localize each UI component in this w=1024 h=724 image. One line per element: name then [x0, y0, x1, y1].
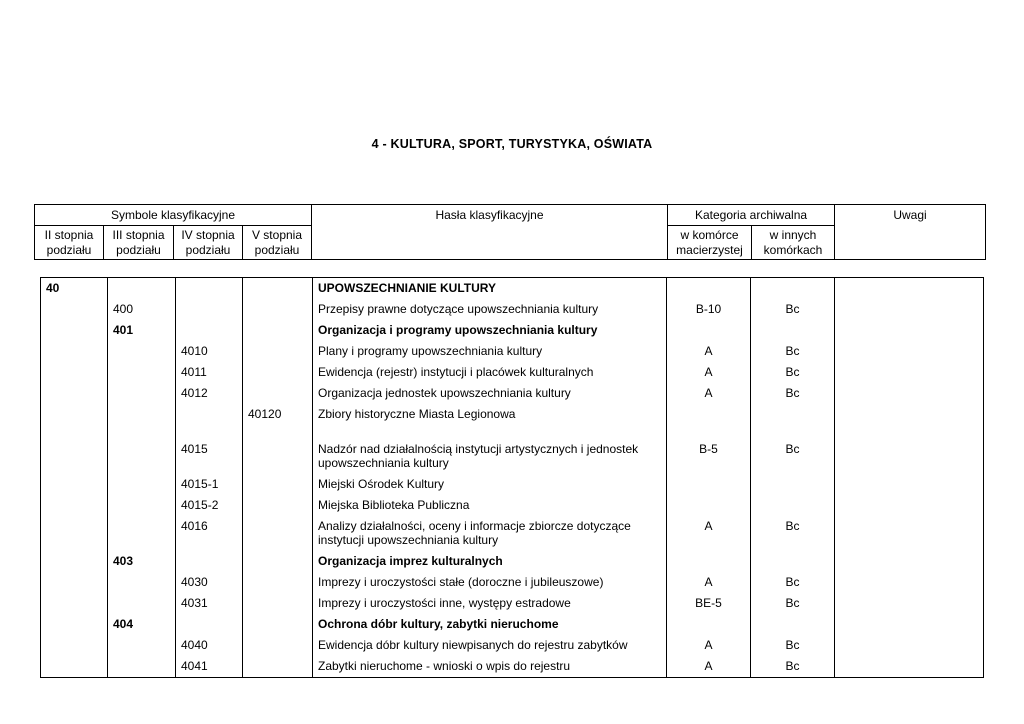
table-row — [41, 278, 984, 300]
level3-cell — [108, 362, 176, 383]
entry-cell: Organizacja jednostek upowszechniania kultury — [313, 383, 667, 404]
notes-cell — [835, 278, 984, 300]
level4-cell: 4041 — [176, 656, 243, 678]
notes-cell — [835, 362, 984, 383]
category-other-cell: Bc — [751, 439, 835, 474]
table-row — [41, 551, 984, 572]
entry-cell: Organizacja imprez kulturalnych — [313, 551, 667, 572]
category-home-cell: A — [667, 572, 751, 593]
category-other-cell: Bc — [751, 656, 835, 678]
category-other-cell — [751, 551, 835, 572]
category-header: Kategoria archiwalna — [668, 205, 835, 226]
notes-cell — [835, 516, 984, 551]
entry-cell: Analizy działalności, oceny i informacje zbiorcze dotyczące instytucji upowszechniania kultury — [313, 516, 667, 551]
level3-cell — [108, 572, 176, 593]
entry-cell: Organizacja i programy upowszechniania kultury — [313, 320, 667, 341]
table-row — [41, 439, 984, 474]
level2-cell — [41, 614, 108, 635]
category-home-cell — [667, 614, 751, 635]
level5-cell — [243, 299, 313, 320]
entry-cell: Imprezy i uroczystości inne, występy estradowe — [313, 593, 667, 614]
level4-cell: 4015 — [176, 439, 243, 474]
level5-cell — [243, 439, 313, 474]
entry-cell: Zbiory historyczne Miasta Legionowa — [313, 404, 667, 439]
level4-cell: 4012 — [176, 383, 243, 404]
category-home-cell — [667, 404, 751, 439]
notes-cell — [835, 383, 984, 404]
notes-cell — [835, 593, 984, 614]
level5-cell — [243, 551, 313, 572]
table-row — [41, 516, 984, 551]
level2-cell — [41, 474, 108, 495]
home-cell-header: w komórce macierzystej — [668, 226, 752, 260]
level4-cell — [176, 320, 243, 341]
table-row — [41, 495, 984, 516]
entry-cell: Przepisy prawne dotyczące upowszechniania kultury — [313, 299, 667, 320]
level5-cell — [243, 656, 313, 678]
level2-header: II stopnia podziału — [35, 226, 104, 260]
level3-cell — [108, 516, 176, 551]
category-other-cell — [751, 404, 835, 439]
level3-cell — [108, 656, 176, 678]
entry-cell: Imprezy i uroczystości stałe (doroczne i jubileuszowe) — [313, 572, 667, 593]
level3-cell — [108, 404, 176, 439]
column-header-table — [34, 204, 986, 260]
category-other-cell: Bc — [751, 572, 835, 593]
table-row — [41, 572, 984, 593]
level3-cell — [108, 383, 176, 404]
level4-cell: 4011 — [176, 362, 243, 383]
entry-cell: Miejska Biblioteka Publiczna — [313, 495, 667, 516]
classification-table — [40, 277, 984, 678]
level5-cell — [243, 320, 313, 341]
level4-cell: 4015-2 — [176, 495, 243, 516]
level5-cell — [243, 474, 313, 495]
notes-header: Uwagi — [835, 205, 986, 260]
category-home-cell: A — [667, 516, 751, 551]
level4-cell: 4031 — [176, 593, 243, 614]
level3-cell — [108, 341, 176, 362]
entries-header: Hasła klasyfikacyjne — [312, 205, 668, 260]
entry-cell: Nadzór nad działalnością instytucji artystycznych i jednostek upowszechniania kultury — [313, 439, 667, 474]
category-home-cell: A — [667, 341, 751, 362]
entry-cell: Ewidencja dóbr kultury niewpisanych do rejestru zabytków — [313, 635, 667, 656]
level5-header: V stopnia podziału — [243, 226, 312, 260]
notes-cell — [835, 614, 984, 635]
level5-cell — [243, 635, 313, 656]
level3-cell — [108, 474, 176, 495]
level5-cell — [243, 614, 313, 635]
notes-cell — [835, 635, 984, 656]
notes-cell — [835, 404, 984, 439]
notes-cell — [835, 551, 984, 572]
notes-cell — [835, 474, 984, 495]
level2-cell — [41, 404, 108, 439]
entry-cell: Miejski Ośrodek Kultury — [313, 474, 667, 495]
level2-cell — [41, 572, 108, 593]
table-row — [41, 362, 984, 383]
entry-cell: UPOWSZECHNIANIE KULTURY — [313, 278, 667, 300]
level2-cell — [41, 320, 108, 341]
level2-cell — [41, 495, 108, 516]
notes-cell — [835, 495, 984, 516]
category-home-cell: A — [667, 635, 751, 656]
notes-cell — [835, 320, 984, 341]
notes-cell — [835, 572, 984, 593]
level3-cell: 400 — [108, 299, 176, 320]
category-other-cell: Bc — [751, 593, 835, 614]
symbols-header: Symbole klasyfikacyjne — [35, 205, 312, 226]
entry-cell: Ewidencja (rejestr) instytucji i placówek kulturalnych — [313, 362, 667, 383]
level3-cell: 403 — [108, 551, 176, 572]
level4-header: IV stopnia podziału — [174, 226, 243, 260]
level5-cell — [243, 572, 313, 593]
level2-cell — [41, 362, 108, 383]
category-home-cell: A — [667, 383, 751, 404]
category-home-cell — [667, 278, 751, 300]
category-other-cell: Bc — [751, 635, 835, 656]
table-row — [41, 656, 984, 678]
level3-cell — [108, 635, 176, 656]
category-home-cell — [667, 320, 751, 341]
level2-cell: 40 — [41, 278, 108, 300]
level3-cell — [108, 495, 176, 516]
level2-cell — [41, 383, 108, 404]
category-home-cell: B-10 — [667, 299, 751, 320]
category-other-cell: Bc — [751, 341, 835, 362]
entry-cell: Plany i programy upowszechniania kultury — [313, 341, 667, 362]
level2-cell — [41, 635, 108, 656]
notes-cell — [835, 299, 984, 320]
level2-cell — [41, 551, 108, 572]
category-other-cell — [751, 320, 835, 341]
category-home-cell — [667, 551, 751, 572]
table-row — [41, 474, 984, 495]
category-other-cell — [751, 474, 835, 495]
level4-cell — [176, 614, 243, 635]
level3-header: III stopnia podziału — [104, 226, 174, 260]
category-other-cell: Bc — [751, 299, 835, 320]
level2-cell — [41, 656, 108, 678]
category-other-cell — [751, 278, 835, 300]
category-home-cell — [667, 474, 751, 495]
table-row — [41, 299, 984, 320]
level2-cell — [41, 516, 108, 551]
level5-cell — [243, 516, 313, 551]
level4-cell — [176, 299, 243, 320]
level4-cell: 4040 — [176, 635, 243, 656]
category-other-cell: Bc — [751, 516, 835, 551]
level3-cell — [108, 278, 176, 300]
level2-cell — [41, 341, 108, 362]
table-row — [41, 635, 984, 656]
level5-cell — [243, 341, 313, 362]
level4-cell — [176, 278, 243, 300]
table-row — [41, 614, 984, 635]
level5-cell — [243, 593, 313, 614]
level3-cell: 401 — [108, 320, 176, 341]
level5-cell — [243, 278, 313, 300]
level2-cell — [41, 593, 108, 614]
level4-cell: 4015-1 — [176, 474, 243, 495]
level3-cell: 404 — [108, 614, 176, 635]
level2-cell — [41, 299, 108, 320]
level2-cell — [41, 439, 108, 474]
category-home-cell — [667, 495, 751, 516]
level5-cell: 40120 — [243, 404, 313, 439]
level4-cell: 4016 — [176, 516, 243, 551]
level4-cell: 4030 — [176, 572, 243, 593]
other-cells-header: w innych komórkach — [752, 226, 835, 260]
page-title: 4 - KULTURA, SPORT, TURYSTYKA, OŚWIATA — [371, 137, 653, 151]
level5-cell — [243, 383, 313, 404]
level4-cell — [176, 551, 243, 572]
category-other-cell: Bc — [751, 362, 835, 383]
level3-cell — [108, 439, 176, 474]
level5-cell — [243, 362, 313, 383]
category-home-cell: A — [667, 656, 751, 678]
level5-cell — [243, 495, 313, 516]
category-home-cell: B-5 — [667, 439, 751, 474]
category-other-cell: Bc — [751, 383, 835, 404]
level4-cell: 4010 — [176, 341, 243, 362]
category-other-cell — [751, 495, 835, 516]
notes-cell — [835, 341, 984, 362]
level4-cell — [176, 404, 243, 439]
table-row — [41, 404, 984, 439]
category-other-cell — [751, 614, 835, 635]
table-row — [41, 593, 984, 614]
table-row — [41, 341, 984, 362]
notes-cell — [835, 439, 984, 474]
notes-cell — [835, 656, 984, 678]
entry-cell: Zabytki nieruchome - wnioski o wpis do rejestru — [313, 656, 667, 678]
category-home-cell: BE-5 — [667, 593, 751, 614]
table-row — [41, 320, 984, 341]
level3-cell — [108, 593, 176, 614]
table-row — [41, 383, 984, 404]
entry-cell: Ochrona dóbr kultury, zabytki nieruchome — [313, 614, 667, 635]
category-home-cell: A — [667, 362, 751, 383]
